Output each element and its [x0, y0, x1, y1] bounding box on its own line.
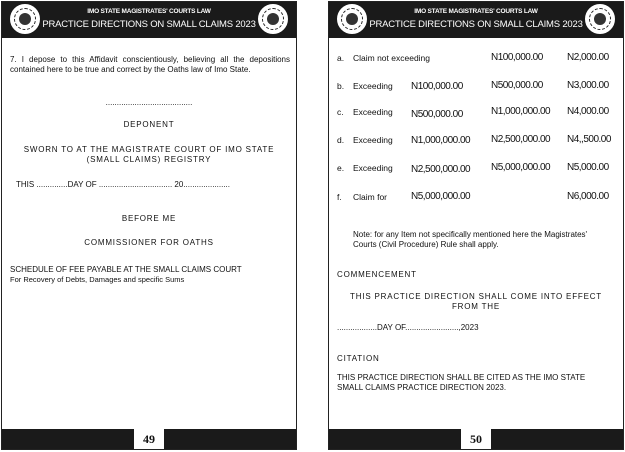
citation-text: THIS PRACTICE DIRECTION SHALL BE CITED AS THE IMO STATE SMALL CLAIMS PRACTICE DIRECTION 2023. [337, 373, 586, 392]
before-me-label: BEFORE ME [121, 214, 177, 223]
sworn-statement: SWORN TO AT THE MAGISTRATE COURT OF IMO STATE (SMALL CLAIMS) REGISTRY [23, 145, 275, 164]
fee-row-from: N500,000.00 [411, 109, 463, 120]
fee-row-desc: Exceeding [353, 107, 393, 117]
date-line: THIS ..............DAY OF ................................. 20..................... [16, 180, 230, 189]
court-seal-icon [258, 4, 288, 34]
citation-heading: CITATION [337, 354, 380, 363]
fee-row-to: N5,000,000.00 [491, 162, 551, 173]
page-header [2, 2, 296, 38]
fee-row-from: N100,000.00 [411, 81, 463, 92]
deponent-label: DEPONENT [123, 120, 175, 129]
fee-row-from: N5,000,000.00 [411, 191, 471, 202]
fee-row-desc: Exceeding [353, 81, 393, 91]
fee-note: Note: for any Item not specifically mentioned here the Magistrates' Courts (Civil Procedure) Rule shall apply. [353, 230, 588, 249]
fee-row-desc: Claim for [353, 192, 388, 202]
fee-row-fee: N4,,500.00 [567, 134, 611, 145]
paragraph-7: 7. I depose to this Affidavit conscientiously, believing all the depositions contained here to be true and correct by the Oaths law of Imo State. [10, 55, 290, 74]
signature-line: ....................................... [105, 98, 193, 107]
fee-row-fee: N3,000.00 [567, 80, 609, 91]
page-49 [1, 1, 297, 450]
page-number: 49 [134, 429, 164, 449]
header-line2: PRACTICE DIRECTIONS ON SMALL CLAIMS 2023 [42, 19, 256, 30]
fee-row-fee: N2,000.00 [567, 52, 609, 63]
header-line1: IMO STATE MAGISTRATES' COURTS LAW [414, 8, 538, 15]
fee-row-desc: Exceeding [353, 135, 393, 145]
fee-row-desc: Claim not exceeding [353, 53, 431, 63]
commencement-text: THIS PRACTICE DIRECTION SHALL COME INTO EFFECT FROM THE [350, 292, 602, 311]
fee-row-from: N1,000,000.00 [411, 135, 471, 146]
schedule-title: SCHEDULE OF FEE PAYABLE AT THE SMALL CLAIMS COURT [10, 265, 242, 274]
page-header [329, 2, 623, 38]
page-number: 50 [461, 429, 491, 449]
fee-row-letter: f. [337, 192, 342, 202]
page-footer [2, 429, 296, 449]
fee-row-letter: c. [337, 107, 344, 117]
page-footer [329, 429, 623, 449]
header-line2: PRACTICE DIRECTIONS ON SMALL CLAIMS 2023 [369, 19, 583, 30]
fee-row-to: N500,000.00 [491, 80, 543, 91]
court-seal-icon [585, 4, 615, 34]
fee-row-to: N2,500,000.00 [491, 134, 551, 145]
fee-row-to: N100,000.00 [491, 52, 543, 63]
fee-row-letter: e. [337, 163, 345, 173]
fee-row-letter: d. [337, 135, 345, 145]
commissioner-label: COMMISSIONER FOR OATHS [84, 238, 214, 247]
fee-row-from: N2,500,000.00 [411, 164, 471, 175]
fee-row-fee: N5,000.00 [567, 162, 609, 173]
fee-row-letter: a. [337, 53, 345, 63]
fee-row-fee: N4,000.00 [567, 106, 609, 117]
page-50 [328, 1, 624, 450]
fee-row-desc: Exceeding [353, 163, 393, 173]
fee-row-letter: b. [337, 81, 345, 91]
fee-row-to: N1,000,000.00 [491, 106, 551, 117]
commencement-heading: COMMENCEMENT [337, 270, 417, 279]
schedule-subtitle: For Recovery of Debts, Damages and specific Sums [10, 275, 185, 284]
fee-row-fee: N6,000.00 [567, 191, 609, 202]
header-line1: IMO STATE MAGISTRATES' COURTS LAW [87, 8, 211, 15]
commencement-date-line: ..................DAY OF........................,2023 [337, 323, 479, 332]
